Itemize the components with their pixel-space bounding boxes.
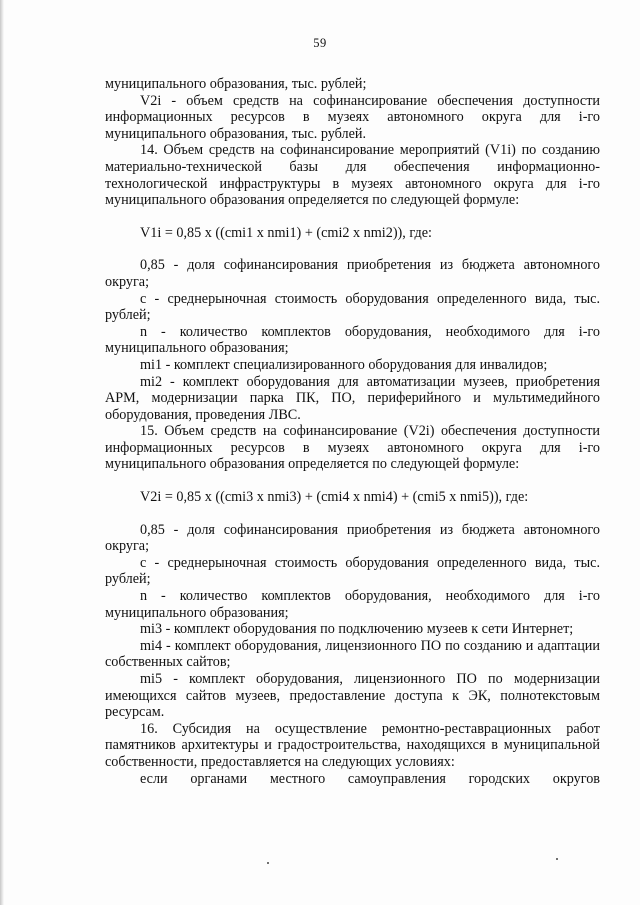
definition-n-second: n - количество комплектов оборудования, необходимого для i-го муниципального образования; — [105, 588, 600, 621]
definition-mi1: mi1 - комплект специализированного оборудования для инвалидов; — [140, 356, 548, 373]
formula-v1i: V1i = 0,85 x ((cmi1 x nmi1) + (cmi2 x nmi2)), где: — [140, 224, 432, 241]
formula-v2i: V2i = 0,85 x ((cmi3 x nmi3) + (cmi4 x nmi4) + (cmi5 x nmi5)), где: — [140, 489, 529, 506]
section-15: 15. Объем средств на софинансирование (V2i) обеспечения доступности информационных ресурсов в музеях автономного округа для i-го муниципального образования определяется по следующей формуле: — [105, 423, 600, 473]
definition-mi5: mi5 - комплект оборудования, лицензионного ПО по модернизации имеющихся сайтов музеев, предоставление доступа к ЭК, полнотекстовым ресурсам. — [105, 671, 600, 721]
definition-n: n - количество комплектов оборудования, необходимого для i-го муниципального образования; — [105, 323, 600, 357]
definition-085-second: 0,85 - доля софинансирования приобретения из бюджета автономного округа; — [105, 521, 600, 555]
document-body — [105, 76, 600, 787]
definition-085: 0,85 - доля софинансирования приобретения из бюджета автономного округа; — [105, 257, 600, 290]
definition-mi3: mi3 - комплект оборудования по подключению музеев к сети Интернет; — [140, 621, 574, 638]
definition-mi4: mi4 - комплект оборудования, лицензионного ПО по созданию и адаптации собственных сайтов; — [105, 637, 600, 671]
section-16: 16. Субсидия на осуществление ремонтно-реставрационных работ памятников архитектуры и градостроительства, находящихся в муниципальной собственности, предоставляется на следующих условиях: — [105, 720, 600, 770]
section-14: 14. Объем средств на софинансирование мероприятий (V1i) по созданию материально-технической базы для обеспечения информационно-технологической инфраструктуры в музеях автономного округа для i-го муниципального образования определяется по следующей формуле: — [105, 142, 600, 209]
paragraph-continuation: муниципального образования, тыс. рублей; — [105, 76, 367, 92]
paragraph-trailing: если органами местного самоуправления городских округов — [140, 770, 600, 787]
scan-speck — [267, 862, 269, 864]
definition-v2i: V2i - объем средств на софинансирование обеспечения доступности информационных ресурсов в музеях автономного округа для i-го муниципального образования, тыс. рублей. — [105, 92, 600, 142]
definition-mi2: mi2 - комплект оборудования для автоматизации музеев, приобретения АРМ, модернизации парка ПК, ПО, периферийного и мультимедийного оборудования, проведения ЛВС. — [105, 373, 600, 423]
scan-edge-shadow — [0, 0, 4, 905]
page-number: 59 — [313, 36, 327, 50]
scan-speck — [556, 858, 558, 860]
definition-c: c - среднерыночная стоимость оборудования определенного вида, тыс. рублей; — [105, 290, 600, 324]
definition-c-second: c - среднерыночная стоимость оборудования определенного вида, тыс. рублей; — [105, 554, 600, 588]
